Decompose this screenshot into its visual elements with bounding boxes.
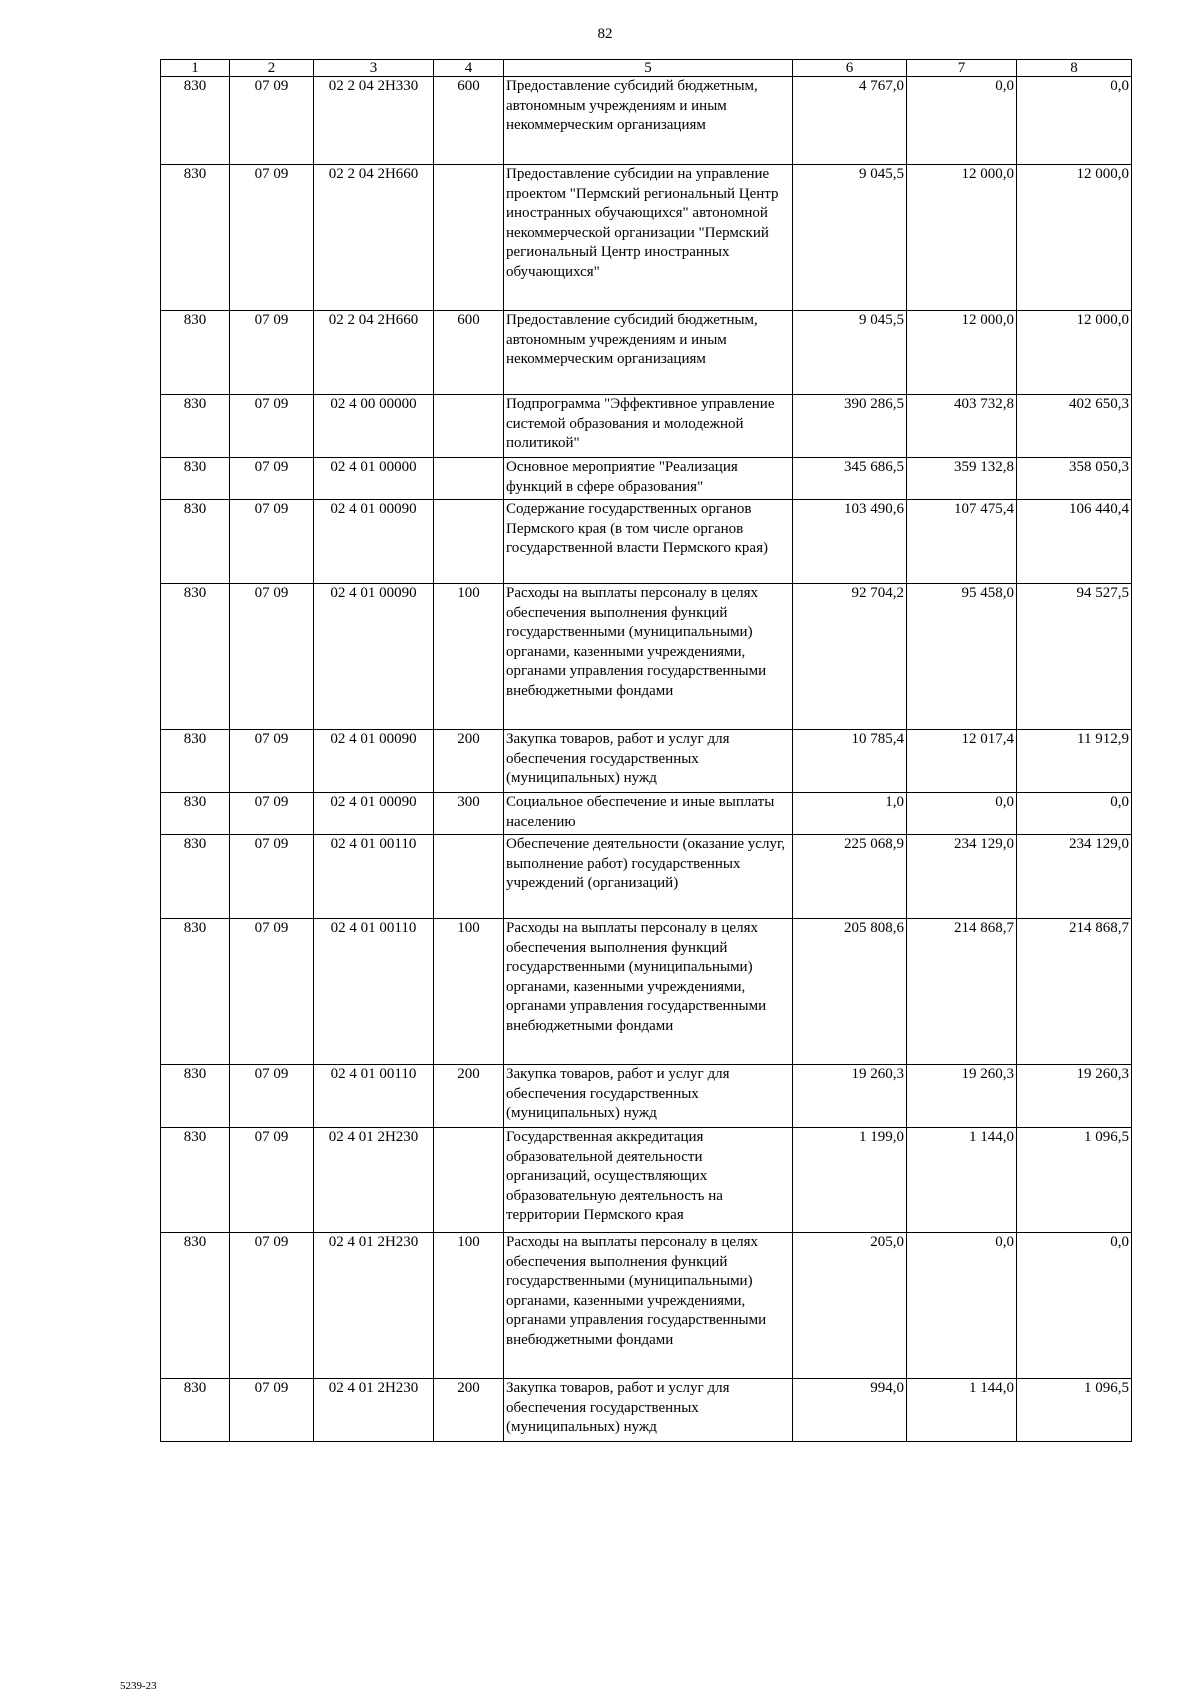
section-code-cell: 07 09 [230,793,314,835]
admin-code-cell: 830 [161,1128,230,1233]
document-code: 5239-23 [120,1680,157,1692]
amount-cell: 19 260,3 [907,1065,1017,1128]
amount-cell: 214 868,7 [1017,919,1132,1065]
admin-code-cell: 830 [161,584,230,730]
admin-code-cell: 830 [161,1379,230,1442]
amount-cell: 12 000,0 [907,311,1017,395]
amount-cell: 234 129,0 [907,835,1017,919]
amount-cell: 10 785,4 [793,730,907,793]
section-code-cell: 07 09 [230,835,314,919]
amount-cell: 1 199,0 [793,1128,907,1233]
table-row [161,1379,1132,1442]
table-row [161,1065,1132,1128]
admin-code-cell: 830 [161,793,230,835]
table-row [161,395,1132,458]
expense-type-cell: 200 [434,1065,504,1128]
target-article-cell: 02 2 04 2Н660 [314,311,434,395]
expense-type-cell [434,165,504,311]
section-code-cell: 07 09 [230,1233,314,1379]
description-cell: Обеспечение деятельности (оказание услуг, выполнение работ) государственных учреждений (организаций) [504,835,793,919]
table-row [161,919,1132,1065]
amount-cell: 19 260,3 [1017,1065,1132,1128]
amount-cell: 214 868,7 [907,919,1017,1065]
page-number: 82 [597,26,613,42]
target-article-cell: 02 4 01 00000 [314,458,434,500]
target-article-cell: 02 2 04 2Н330 [314,77,434,165]
expense-type-cell: 100 [434,584,504,730]
amount-cell: 359 132,8 [907,458,1017,500]
amount-cell: 95 458,0 [907,584,1017,730]
admin-code-cell: 830 [161,1233,230,1379]
section-code-cell: 07 09 [230,458,314,500]
section-code-cell: 07 09 [230,1379,314,1442]
description-cell: Предоставление субсидий бюджетным, автономным учреждениям и иным некоммерческим организациям [504,77,793,165]
target-article-cell: 02 4 01 2Н230 [314,1379,434,1442]
target-article-cell: 02 4 01 00090 [314,500,434,584]
target-article-cell: 02 4 00 00000 [314,395,434,458]
admin-code-cell: 830 [161,165,230,311]
amount-cell: 9 045,5 [793,165,907,311]
target-article-cell: 02 4 01 00090 [314,730,434,793]
amount-cell: 390 286,5 [793,395,907,458]
amount-cell: 12 000,0 [907,165,1017,311]
table-row [161,77,1132,165]
description-cell: Расходы на выплаты персоналу в целях обеспечения выполнения функций государственными (муниципальными) органами, казенными учреждениями, органами управления государственными внебюджетными фондами [504,584,793,730]
expense-type-cell [434,1128,504,1233]
amount-cell: 103 490,6 [793,500,907,584]
amount-cell: 94 527,5 [1017,584,1132,730]
section-code-cell: 07 09 [230,311,314,395]
expense-type-cell: 200 [434,730,504,793]
expense-type-cell [434,500,504,584]
table-row [161,1233,1132,1379]
amount-cell: 106 440,4 [1017,500,1132,584]
table-row [161,500,1132,584]
target-article-cell: 02 4 01 2Н230 [314,1128,434,1233]
amount-cell: 107 475,4 [907,500,1017,584]
amount-cell: 1 096,5 [1017,1128,1132,1233]
amount-cell: 345 686,5 [793,458,907,500]
header-row [161,60,1132,77]
amount-cell: 9 045,5 [793,311,907,395]
target-article-cell: 02 4 01 00090 [314,584,434,730]
expense-type-cell [434,458,504,500]
amount-cell: 0,0 [907,793,1017,835]
section-code-cell: 07 09 [230,165,314,311]
amount-cell: 358 050,3 [1017,458,1132,500]
description-cell: Расходы на выплаты персоналу в целях обеспечения выполнения функций государственными (муниципальными) органами, казенными учреждениями, органами управления государственными внебюджетными фондами [504,1233,793,1379]
amount-cell: 0,0 [1017,793,1132,835]
amount-cell: 994,0 [793,1379,907,1442]
expense-type-cell: 300 [434,793,504,835]
column-header: 4 [434,60,504,77]
column-header: 2 [230,60,314,77]
target-article-cell: 02 4 01 00090 [314,793,434,835]
column-header: 8 [1017,60,1132,77]
amount-cell: 205 808,6 [793,919,907,1065]
description-cell: Предоставление субсидий бюджетным, автономным учреждениям и иным некоммерческим организациям [504,311,793,395]
amount-cell: 1 144,0 [907,1379,1017,1442]
budget-table [160,59,1132,1442]
section-code-cell: 07 09 [230,395,314,458]
amount-cell: 92 704,2 [793,584,907,730]
admin-code-cell: 830 [161,919,230,1065]
amount-cell: 0,0 [1017,1233,1132,1379]
amount-cell: 205,0 [793,1233,907,1379]
expense-type-cell: 100 [434,1233,504,1379]
admin-code-cell: 830 [161,835,230,919]
description-cell: Предоставление субсидии на управление проектом "Пермский региональный Центр иностранных обучающихся" автономной некоммерческой организации "Пермский региональный Центр иностранных обучающихся" [504,165,793,311]
column-header: 3 [314,60,434,77]
description-cell: Подпрограмма "Эффективное управление системой образования и молодежной политикой" [504,395,793,458]
description-cell: Расходы на выплаты персоналу в целях обеспечения выполнения функций государственными (муниципальными) органами, казенными учреждениями, органами управления государственными внебюджетными фондами [504,919,793,1065]
section-code-cell: 07 09 [230,1128,314,1233]
table-row [161,458,1132,500]
admin-code-cell: 830 [161,500,230,584]
amount-cell: 402 650,3 [1017,395,1132,458]
description-cell: Закупка товаров, работ и услуг для обеспечения государственных (муниципальных) нужд [504,1065,793,1128]
target-article-cell: 02 4 01 00110 [314,835,434,919]
column-header: 5 [504,60,793,77]
amount-cell: 11 912,9 [1017,730,1132,793]
expense-type-cell: 200 [434,1379,504,1442]
target-article-cell: 02 4 01 00110 [314,919,434,1065]
amount-cell: 12 017,4 [907,730,1017,793]
target-article-cell: 02 4 01 00110 [314,1065,434,1128]
target-article-cell: 02 4 01 2Н230 [314,1233,434,1379]
description-cell: Закупка товаров, работ и услуг для обеспечения государственных (муниципальных) нужд [504,1379,793,1442]
table-row [161,165,1132,311]
description-cell: Социальное обеспечение и иные выплаты населению [504,793,793,835]
section-code-cell: 07 09 [230,1065,314,1128]
admin-code-cell: 830 [161,311,230,395]
section-code-cell: 07 09 [230,77,314,165]
column-header: 7 [907,60,1017,77]
amount-cell: 0,0 [1017,77,1132,165]
amount-cell: 225 068,9 [793,835,907,919]
amount-cell: 1,0 [793,793,907,835]
amount-cell: 403 732,8 [907,395,1017,458]
table-body [161,77,1132,1442]
admin-code-cell: 830 [161,77,230,165]
section-code-cell: 07 09 [230,730,314,793]
column-header: 1 [161,60,230,77]
expense-type-cell: 600 [434,77,504,165]
table-row [161,1128,1132,1233]
admin-code-cell: 830 [161,1065,230,1128]
expense-type-cell [434,395,504,458]
amount-cell: 12 000,0 [1017,165,1132,311]
table-row [161,793,1132,835]
admin-code-cell: 830 [161,458,230,500]
section-code-cell: 07 09 [230,919,314,1065]
column-header: 6 [793,60,907,77]
section-code-cell: 07 09 [230,500,314,584]
amount-cell: 1 144,0 [907,1128,1017,1233]
amount-cell: 0,0 [907,77,1017,165]
amount-cell: 0,0 [907,1233,1017,1379]
expense-type-cell [434,835,504,919]
description-cell: Закупка товаров, работ и услуг для обеспечения государственных (муниципальных) нужд [504,730,793,793]
amount-cell: 19 260,3 [793,1065,907,1128]
admin-code-cell: 830 [161,395,230,458]
description-cell: Содержание государственных органов Пермского края (в том числе органов государственной власти Пермского края) [504,500,793,584]
table-row [161,584,1132,730]
amount-cell: 4 767,0 [793,77,907,165]
target-article-cell: 02 2 04 2Н660 [314,165,434,311]
expense-type-cell: 600 [434,311,504,395]
amount-cell: 12 000,0 [1017,311,1132,395]
description-cell: Основное мероприятие "Реализация функций в сфере образования" [504,458,793,500]
section-code-cell: 07 09 [230,584,314,730]
table-row [161,730,1132,793]
admin-code-cell: 830 [161,730,230,793]
description-cell: Государственная аккредитация образовательной деятельности организаций, осуществляющих образовательную деятельность на территории Пермского края [504,1128,793,1233]
expense-type-cell: 100 [434,919,504,1065]
table-row [161,311,1132,395]
amount-cell: 1 096,5 [1017,1379,1132,1442]
amount-cell: 234 129,0 [1017,835,1132,919]
table-row [161,835,1132,919]
